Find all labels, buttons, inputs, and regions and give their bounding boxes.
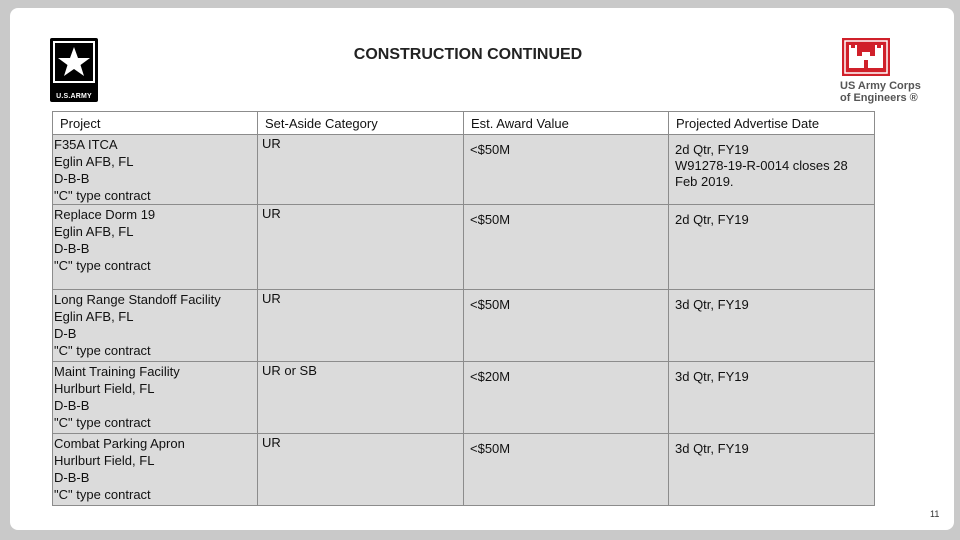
table-row (53, 362, 875, 434)
usace-line-2: of Engineers ® (840, 92, 918, 104)
date-cell: 2d Qtr, FY19 (669, 205, 875, 290)
table-row (53, 205, 875, 290)
date-cell: 3d Qtr, FY19 (669, 434, 875, 506)
army-logo-text: U.S.ARMY (56, 93, 92, 100)
us-army-star-logo (50, 38, 98, 102)
project-cell: F35A ITCA Eglin AFB, FL D-B-B "C" type contract (53, 135, 258, 205)
army-corps-wordmark (840, 80, 940, 104)
construction-table (52, 111, 875, 506)
column-header-award-value: Est. Award Value (464, 112, 669, 135)
slide-title: CONSTRUCTION CONTINUED (353, 46, 583, 63)
column-header-advertise-date: Projected Advertise Date (669, 112, 875, 135)
project-cell: Maint Training Facility Hurlburt Field, FL D-B-B "C" type contract (53, 362, 258, 434)
date-cell: 3d Qtr, FY19 (669, 362, 875, 434)
table-header-row (53, 112, 875, 135)
value-cell: <$50M (464, 135, 669, 205)
column-header-set-aside: Set-Aside Category (258, 112, 464, 135)
table-row (53, 135, 875, 205)
table-row (53, 290, 875, 362)
value-cell: <$50M (464, 205, 669, 290)
table-row (53, 434, 875, 506)
category-cell: UR (258, 135, 464, 205)
usace-line-1: US Army Corps (840, 80, 921, 92)
value-cell: <$20M (464, 362, 669, 434)
category-cell: UR (258, 434, 464, 506)
army-corps-castle-logo (842, 38, 890, 76)
value-cell: <$50M (464, 434, 669, 506)
date-cell: 3d Qtr, FY19 (669, 290, 875, 362)
category-cell: UR (258, 290, 464, 362)
category-cell: UR (258, 205, 464, 290)
project-cell: Long Range Standoff Facility Eglin AFB, FL D-B "C" type contract (53, 290, 258, 362)
project-cell: Replace Dorm 19 Eglin AFB, FL D-B-B "C" type contract (53, 205, 258, 290)
column-header-project: Project (53, 112, 258, 135)
category-cell: UR or SB (258, 362, 464, 434)
value-cell: <$50M (464, 290, 669, 362)
project-cell: Combat Parking Apron Hurlburt Field, FL D-B-B "C" type contract (53, 434, 258, 506)
page-number: 11 (930, 509, 940, 519)
date-cell: 2d Qtr, FY19 W91278-19-R-0014 closes 28 Feb 2019. (669, 135, 875, 205)
